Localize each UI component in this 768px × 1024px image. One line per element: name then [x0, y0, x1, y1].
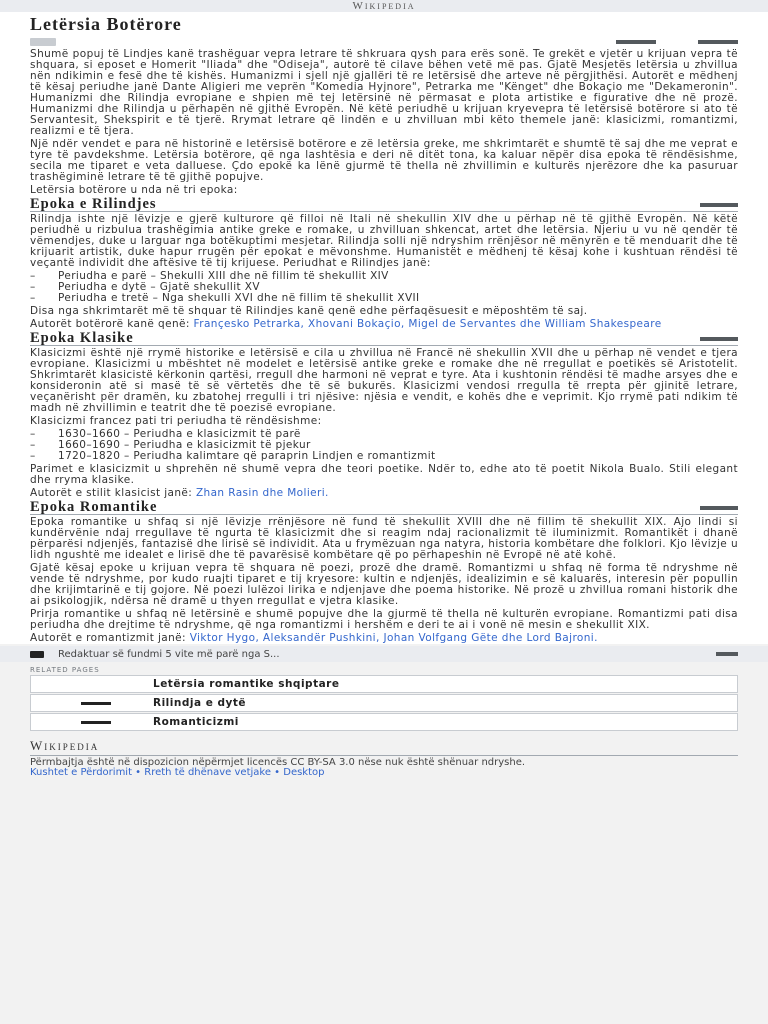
period-list: [30, 271, 738, 304]
section-paragraph: Klasicizmi francez pati tri periudha të rëndësishme:: [30, 415, 322, 427]
related-page-title: Romanticizmi: [153, 716, 239, 728]
intro-paragraph: Letërsia botërore u nda në tri epoka:: [30, 184, 238, 196]
section-paragraph: Epoka romantike u shfaq si një lëvizje rrënjësore në fund të shekullit XVIII dhe në fillim të shekullit XIX. Ajo lindi si kundërvënie ndaj rregullave të ngurta të klasicizmit dhe si reagim ndaj racionalizmit të iluminizmit. Romantikët i dhanë përparësi ndjenjës, fantazisë dhe lirisë së individit. Ata u frymëzuan nga natyra, historia kombëtare dhe folklori. Kjo lëvizje u lidh ngushtë me idealet e lirisë dhe të pavarësisë kombëtare që po përhapeshin në Evropë në atë kohë.: [30, 516, 738, 561]
collapse-icon[interactable]: [700, 337, 738, 341]
authors-line: Autorët e stilit klasicist janë: Zhan Rasin dhe Molieri.: [30, 487, 329, 499]
collapse-icon[interactable]: [700, 506, 738, 510]
page-actions: [30, 35, 738, 49]
last-edited-bar[interactable]: [0, 646, 768, 662]
section-paragraph: Klasicizmi është një rrymë historike e letërsisë e cila u zhvillua në Francë në shekullin XVII dhe u përhap në vendet e tjera evropiane. Klasicizmi u mbështet në modelet e letërsisë antike greke e romake dhe në rregullat e poetikës së Aristotelit. Shkrimtarët klasicistë kërkonin qartësi, rregull dhe harmoni në veprat e tyre. Ata i kushtonin rëndësi të madhe arsyes dhe e konsideronin atë si masë të së vërtetës dhe të së bukurës. Klasicizmi vendosi rregulla të rrepta për gjinitë letrare, veçanërisht për dramën, ku zbatohej rregulli i tri njësive: njësia e vendit, e kohës dhe e veprimit. Kjo rrymë pati ndikim të madh në zhvillimin e teatrit dhe të poezisë evropiane.: [30, 347, 738, 414]
top-bar: [0, 0, 768, 12]
collapse-icon[interactable]: [700, 203, 738, 207]
footer-wordmark: Wikipedia: [30, 738, 738, 756]
section-paragraph: Rilindja ishte një lëvizje e gjerë kulturore që filloi në Itali në shekullin XIV dhe u përhap në të gjithë Evropën. Në këtë periudhë u rizbulua trashëgimia antike greke e romake, u zhvilluan shkencat, artet dhe letërsia. Njeriu u vu në qendër të vëmendjes, duke u larguar nga botëkuptimi mesjetar. Rilindja solli një ndryshim rrënjësor në mënyrën e të menduarit dhe të krijuarit artistik, duke hapur rrugën për epokat e mëvonshme. Humanistët e mëdhenj të kësaj kohe i kushtuan rëndësi të veçantë individit dhe aftësive të tij krijuese. Periudhat e Rilindjes janë:: [30, 213, 738, 269]
footer-links[interactable]: Kushtet e Përdorimit • Rreth të dhënave vetjake • Desktop: [30, 767, 325, 778]
intro-paragraph: Shumë popuj të Lindjes kanë trashëguar vepra letrare të shkruara qysh para erës sonë. Te grekët e vjetër u krijuan vepra të shquara, si eposet e Homerit "Iliada" dhe "Odiseja", autorë të cilave bëhen vetë më pas. Gjatë Mesjetës letërsia u zhvillua nën ndikimin e fesë dhe të kishës. Humanizmi i sjell një gjallëri të re letërsisë dhe arteve në përgjithësi. Autorët e mëdhenj të kësaj periudhe janë Dante Aligieri me veprën "Komedia Hyjnore", Petrarka me "Kënget" dhe Bokaçio me "Dekameronin". Humanizmi dhe Rilindja evropiane e shpien më tej letërsinë në përmasat e plota artistike e figurative dhe në prozë. Humanizmi dhe Rilindja u përhapën në gjithë Evropën. Në këtë periudhë u krijuan kryevepra të letërsisë botërore si ato të Servantesit, Shekspirit e të tjerë. Rrymat letrare që lindën e u zhvilluan mbi këto themele janë: klasicizmi, romantizmi, realizmi e të tjera.: [30, 48, 738, 137]
list-item: – 1720–1820 – Periudha kalimtare që paraprin Lindjen e romantizmit: [30, 451, 738, 462]
thumbnail: [53, 696, 139, 710]
list-item: – 1660–1690 – Periudha e klasicizmit të pjekur: [30, 440, 738, 451]
section-heading-klasike[interactable]: Epoka Klasike: [30, 332, 738, 346]
authors-line: Autorët e romantizmit janë: Viktor Hygo, Aleksandër Pushkini, Johan Volfgang Gëte dhe Lord Bajroni.: [30, 632, 598, 644]
page-title: Letërsia Botërore: [30, 14, 182, 34]
author-links[interactable]: Viktor Hygo, Aleksandër Pushkini, Johan Volfgang Gëte dhe Lord Bajroni.: [189, 632, 598, 644]
related-page-card[interactable]: [30, 675, 738, 693]
section-paragraph: Parimet e klasicizmit u shprehën në shumë vepra dhe teori poetike. Ndër to, edhe ato të poetit Nikola Bualo. Stili elegant dhe rryma klasike.: [30, 463, 738, 486]
language-icon[interactable]: [30, 38, 56, 46]
related-page-card[interactable]: [30, 694, 738, 712]
author-links[interactable]: Zhan Rasin dhe Molieri.: [195, 487, 329, 499]
list-item: – Periudha e dytë – Gjatë shekullit XV: [30, 282, 738, 293]
license-text: Përmbajtja është në dispozicion nëpërmjet licencës CC BY-SA 3.0 nëse nuk është shënuar ndryshe.: [30, 757, 526, 768]
related-page-title: Letërsia romantike shqiptare: [153, 678, 340, 690]
section-paragraph: Prirja romantike u shfaq në letërsinë e shumë popujve dhe la gjurmë të thella në kulturën evropiane. Romantizmi pati disa periudha dhe drejtime të ndryshme, që nga romantizmi i hershëm e deri te ai i vonë në mesin e shekullit XIX.: [30, 608, 738, 631]
article-content: [0, 12, 768, 644]
thumbnail: [53, 677, 139, 691]
author-links[interactable]: Françesko Petrarka, Xhovani Bokaçio, Migel de Servantes dhe William Shakespeare: [193, 318, 662, 330]
watch-icon[interactable]: [616, 40, 656, 44]
section-paragraph: Disa nga shkrimtarët më të shquar të Rilindjes kanë qenë edhe përfaqësuesit e mëposhtëm të saj.: [30, 305, 588, 317]
period-list: [30, 429, 738, 462]
list-item: – Periudha e tretë – Nga shekulli XVI dhe në fillim të shekullit XVII: [30, 293, 738, 304]
section-heading-romantike[interactable]: Epoka Romantike: [30, 501, 738, 515]
wikipedia-logo[interactable]: Wikipedia: [352, 0, 416, 12]
chevron-right-icon: [716, 652, 738, 656]
list-item: – 1630–1660 – Periudha e klasicizmit të parë: [30, 429, 738, 440]
section-paragraph: Gjatë kësaj epoke u krijuan vepra të shquara në poezi, prozë dhe dramë. Romantizmi u shfaq në forma të ndryshme në vende të ndryshme, por kudo ruajti tiparet e tij kryesore: kultin e ndjenjës, idealizimin e së kaluarës, interesin për popullin dhe krijimtarinë e tij gojore. Në poezi lulëzoi lirika e ndjenjave dhe poema historike. Në prozë u zhvillua romani historik dhe ai psikologjik, ndërsa në dramë u thyen rregullat e vjetra klasike.: [30, 562, 738, 607]
related-page-card[interactable]: [30, 713, 738, 731]
related-page-title: Rilindja e dytë: [153, 697, 246, 709]
related-pages: [0, 662, 768, 731]
thumbnail: [53, 715, 139, 729]
related-pages-heading: RELATED PAGES: [30, 666, 100, 674]
section-heading-rilindja[interactable]: Epoka e Rilindjes: [30, 198, 738, 212]
list-item: – Periudha e parë – Shekulli XIII dhe në fillim të shekullit XIV: [30, 271, 738, 282]
footer: [0, 732, 768, 778]
edit-icon[interactable]: [698, 40, 738, 44]
intro-paragraph: Një ndër vendet e para në historinë e letërsisë botërore e zë letërsia greke, me shkrimtarët e shumtë të saj dhe me veprat e tyre të pavdekshme. Letërsia botërore, që nga lashtësia e deri në ditët tona, ka kaluar nëpër disa epoka të rëndësishme, secila me tiparet e veta dalluese. Çdo epokë ka lënë gjurmë të thella në zhvillimin e kulturës njerëzore dhe ka pasuruar trashëgiminë letrare të të gjithë popujve.: [30, 138, 738, 183]
history-icon: [30, 651, 44, 658]
authors-line: Autorët botërorë kanë qenë: Françesko Petrarka, Xhovani Bokaçio, Migel de Servantes dhe William Shakespeare: [30, 318, 662, 330]
last-edited-text: Redaktuar së fundmi 5 vite më parë nga S...: [58, 648, 280, 660]
